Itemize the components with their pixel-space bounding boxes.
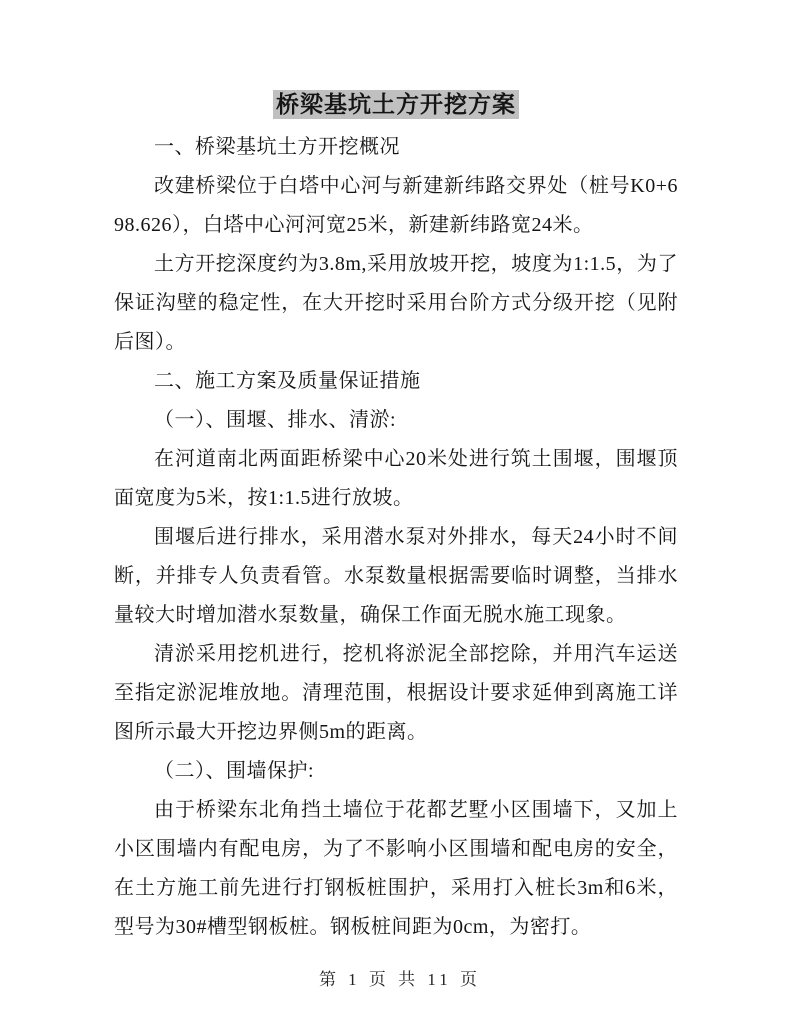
paragraph: 改建桥梁位于白塔中心河与新建新纬路交界处（桩号K0+698.626），白塔中心河河宽25米，新建新纬路宽24米。: [114, 175, 678, 236]
section-heading-1: 一、桥梁基坑土方开挖概况: [154, 136, 400, 158]
subsection-heading-1: （一）、围堰、排水、清淤:: [154, 409, 397, 431]
paragraph: 土方开挖深度约为3.8m,采用放坡开挖，坡度为1:1.5，为了保证沟壁的稳定性，在大开挖时采用台阶方式分级开挖（见附后图）。: [114, 253, 678, 353]
paragraph: 在河道南北两面距桥梁中心20米处进行筑土围堰，围堰顶面宽度为5米，按1:1.5进行放坡。: [114, 448, 678, 509]
document-title: [114, 84, 678, 126]
document-title-highlight: 桥梁基坑土方开挖方案: [273, 90, 519, 119]
paragraph: 清淤采用挖机进行，挖机将淤泥全部挖除，并用汽车运送至指定淤泥堆放地。清理范围，根据设计要求延伸到离施工详图所示最大开挖边界侧5m的距离。: [114, 643, 678, 743]
paragraph: 由于桥梁东北角挡土墙位于花都艺墅小区围墙下，又加上小区围墙内有配电房，为了不影响小区围墙和配电房的安全，在土方施工前先进行打钢板桩围护，采用打入桩长3m和6米，型号为30#槽型钢板桩。钢板桩间距为0cm，为密打。: [114, 799, 678, 938]
subsection-heading-2: （二）、围墙保护:: [154, 760, 315, 782]
page-number-footer: 第 1 页 共 11 页: [318, 970, 482, 989]
document-content: [114, 84, 678, 947]
section-heading-2: 二、施工方案及质量保证措施: [154, 370, 421, 392]
document-body: [114, 128, 678, 947]
paragraph: 围堰后进行排水，采用潜水泵对外排水，每天24小时不间断，并排专人负责看管。水泵数量根据需要临时调整，当排水量较大时增加潜水泵数量，确保工作面无脱水施工现象。: [114, 526, 678, 626]
